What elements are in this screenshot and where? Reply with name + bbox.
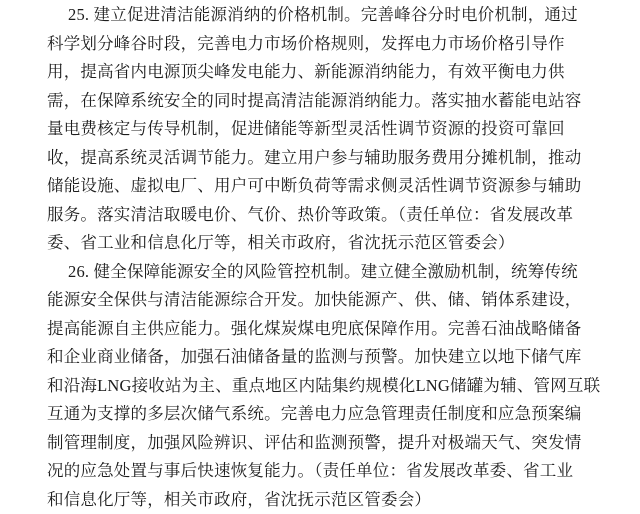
text-line: 能源安全保供与清洁能源综合开发。加快能源产、供、储、销体系建设， [47, 290, 582, 309]
text-line: 26. 健全保障能源安全的风险管控机制。建立健全激励机制，统筹传统 [68, 261, 578, 281]
text-line: 量电费核定与传导机制，促进储能等新型灵活性调节资源的投资可靠回 [47, 119, 565, 138]
text-line: 和信息化厅等，相关市政府，省沈抚示范区管委会） [47, 489, 432, 509]
paragraph-item-26 [47, 258, 601, 514]
text-line: 和沿海LNG接收站为主、重点地区内陆集约规模化LNG储罐为辅、管网互联 [47, 375, 601, 395]
text-line: 需，在保障系统安全的同时提高清洁能源消纳能力。落实抽水蓄能电站容 [47, 90, 582, 110]
text-line: 和企业商业储备，加强石油储备量的监测与预警。加快建立以地下储气库 [47, 347, 582, 366]
text-line: 储能设施、虚拟电厂、用户可中断负荷等需求侧灵活性调节资源参与辅助 [47, 176, 582, 195]
paragraph-item-25 [47, 1, 582, 258]
text-line: 收，提高系统灵活调节能力。建立用户参与辅助服务费用分摊机制，推动 [47, 147, 582, 167]
text-line: 用，提高省内电源顶尖峰发电能力、新能源消纳能力，有效平衡电力供 [47, 62, 565, 81]
text-line: 况的应急处置与事后快速恢复能力。（责任单位：省发展改革委、省工业 [47, 461, 574, 480]
text-line: 25. 建立促进清洁能源消纳的价格机制。完善峰谷分时电价机制，通过 [68, 5, 578, 24]
text-line: 提高能源自主供应能力。强化煤炭煤电兜底保障作用。完善石油战略储备 [47, 318, 582, 338]
text-line: 制管理制度，加强风险辨识、评估和监测预警，提升对极端天气、突发情 [47, 432, 582, 452]
text-line: 委、省工业和信息化厅等，相关市政府，省沈抚示范区管委会） [47, 233, 515, 252]
text-line: 科学划分峰谷时段，完善电力市场价格规则，发挥电力市场价格引导作 [47, 33, 565, 53]
text-line: 互通为支撑的多层次储气系统。完善电力应急管理责任制度和应急预案编 [47, 404, 582, 423]
text-line: 服务。落实清洁取暖电价、气价、热价等政策。（责任单位：省发展改革 [47, 204, 574, 224]
